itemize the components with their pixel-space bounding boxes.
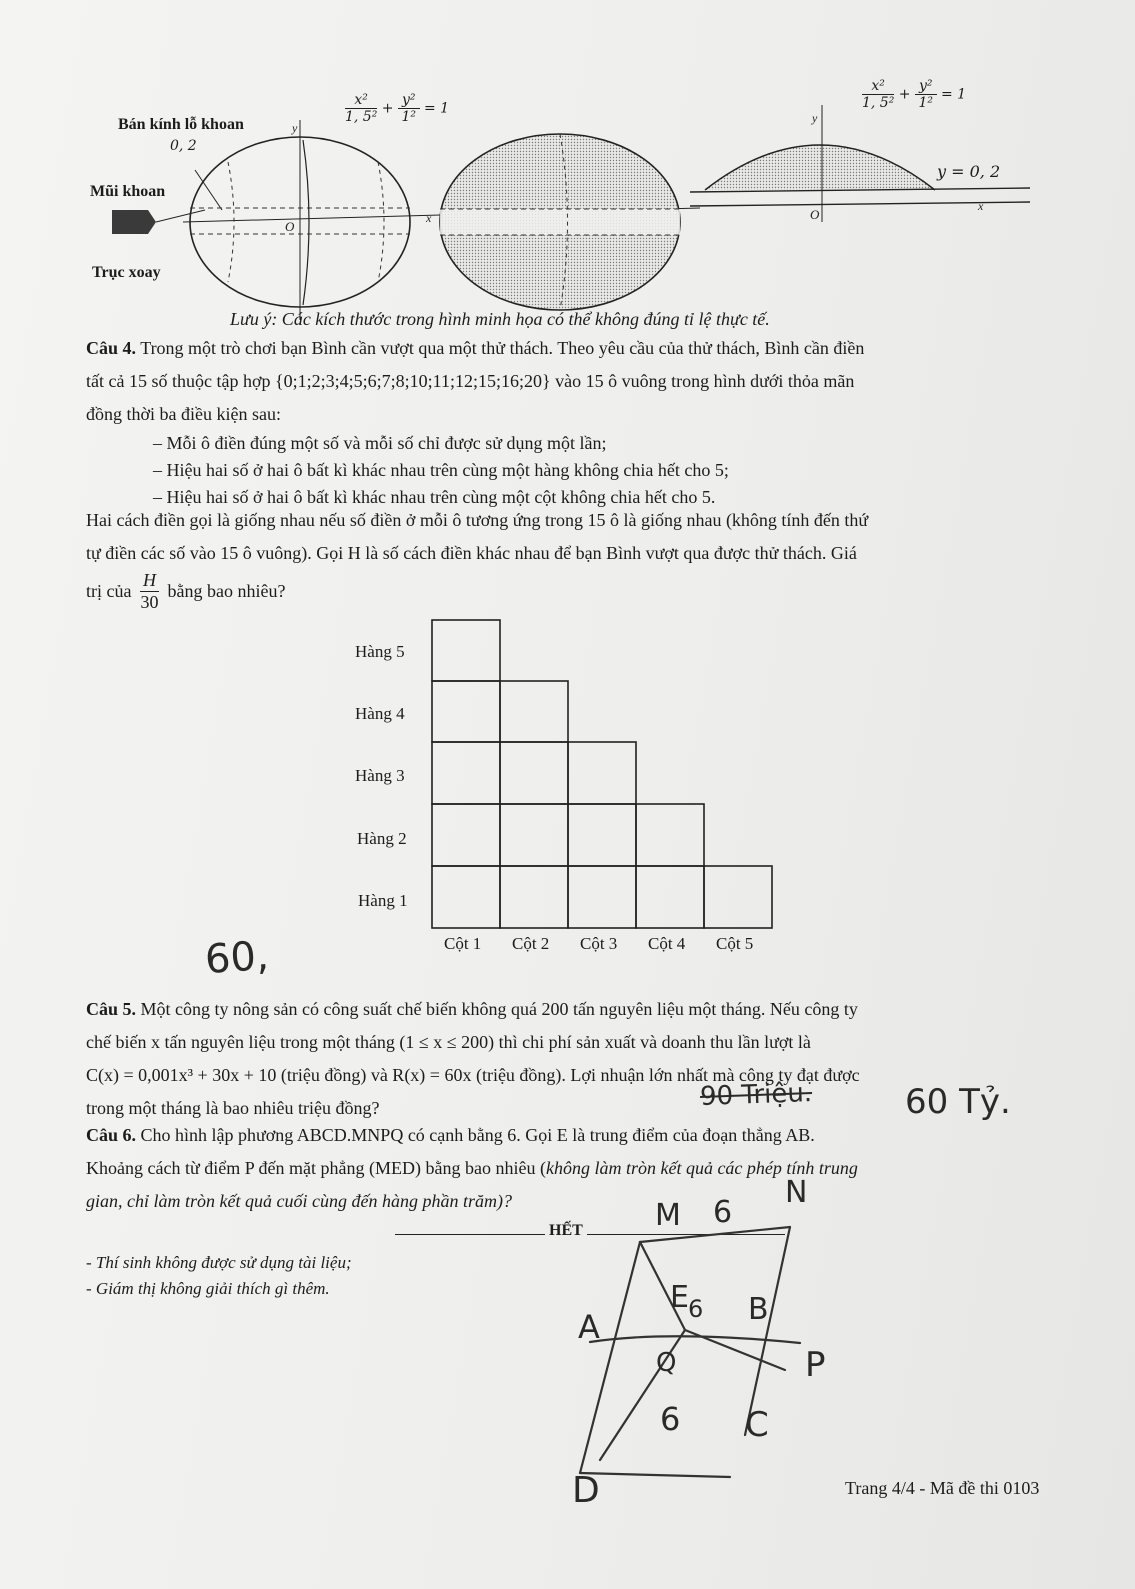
sketch-label-m: M <box>655 1198 681 1233</box>
row-label-2: Hàng 2 <box>357 829 407 848</box>
svg-text:y: y <box>812 111 818 125</box>
grid-cell <box>704 866 772 928</box>
svg-text:x: x <box>426 211 432 225</box>
grid-cell <box>500 681 568 742</box>
rotation-axis-label: Trục xoay <box>92 264 161 281</box>
q4-line-3: đồng thời ba điều kiện sau: <box>86 404 281 424</box>
col-label-3: Cột 3 <box>580 934 618 953</box>
grid-cell <box>500 742 568 804</box>
sketch-label-e: E <box>670 1280 689 1315</box>
grid-cell <box>432 804 500 866</box>
row-label-3: Hàng 3 <box>355 766 405 785</box>
grid-cell <box>636 804 704 866</box>
ellipse-equation-2: $\frac{\text{x²}}{\text{1, 5²}}$ + $\frac{\text{y²}}{\text{1²}}$ = 1 <box>862 78 967 111</box>
q5-line-4: trong một tháng là bao nhiêu triệu đồng? <box>86 1098 380 1118</box>
line-equation: y = 0, 2 <box>937 162 1001 181</box>
q4-question-line: trị của $\frac{H}{30}$ bằng bao nhiêu? <box>86 570 286 612</box>
grid-cell <box>432 742 500 804</box>
drill-radius-value: 0, 2 <box>170 138 197 154</box>
handwritten-struck-answer: 90 Triệu. <box>699 1078 813 1112</box>
end-marker: HẾT <box>545 1222 587 1240</box>
footer-notes: - Thí sinh không được sử dụng tài liệu; - Giám thị không giải thích gì thêm. <box>86 1253 352 1298</box>
sketch-label-d: D <box>572 1470 600 1511</box>
q5-line-3: C(x) = 0,001x³ + 30x + 10 (triệu đồng) và R(x) = 60x (triệu đồng). Lợi nhuận lớn nhất mà công ty đạt được <box>86 1065 860 1085</box>
question-6: Câu 6. Cho hình lập phương ABCD.MNPQ có cạnh bằng 6. Gọi E là trung điểm của đoạn thẳng AB. Khoảng cách từ điểm P đến mặt phẳng (MED) bằng bao nhiêu (không làm tròn kết quả các phép tính trung gian, chỉ làm tròn kết quả cuối cùng đến hàng phần trăm)? <box>86 1119 1066 1218</box>
grid-cell <box>432 866 500 928</box>
page-footer: Trang 4/4 - Mã đề thi 0103 <box>845 1478 1040 1498</box>
q5-title: Câu 5. <box>86 999 137 1019</box>
sketch-label-q: Q <box>656 1348 677 1378</box>
q4-conditions: – Mỗi ô điền đúng một số và mỗi số chỉ được sử dụng một lần; – Hiệu hai số ở hai ô bất kì khác nhau trên cùng một hàng không chia hết cho 5; – Hiệu hai số ở hai ô bất kì khác nhau trên cùng một cột không chia hết cho 5. <box>153 433 729 507</box>
grid-cell <box>568 866 636 928</box>
svg-text:y: y <box>292 121 298 135</box>
grid-cell <box>432 620 500 681</box>
question-5: Câu 5. Một công ty nông sản có công suất chế biến không quá 200 tấn nguyên liệu một tháng. Nếu công ty chế biến x tấn nguyên liệu trong một tháng (1 ≤ x ≤ 200) thì chi phí sản xuất và doanh thu lần lượt là C(x) = 0,001x³ + 30x + 10 (triệu đồng) và R(x) = 60x (triệu đồng). Lợi nhuận lớn nhất mà công ty đạt được trong một tháng là bao nhiêu triệu đồng? <box>86 993 1066 1125</box>
sketch-label-p: P <box>805 1345 826 1385</box>
sketch-label-6c: 6 <box>660 1400 681 1438</box>
origin-label-1: O <box>285 219 295 234</box>
sketch-label-6b: 6 <box>688 1295 704 1323</box>
drill-radius-label: Bán kính lỗ khoan <box>118 116 244 133</box>
q5-line-2: chế biến x tấn nguyên liệu trong một tháng (1 ≤ x ≤ 200) thì chi phí sản xuất và doanh thu lần lượt là <box>86 1032 811 1052</box>
grid-cell <box>500 866 568 928</box>
q4-continuation: Hai cách điền gọi là giống nhau nếu số điền ở mỗi ô tương ứng trong 15 ô là giống nhau (không tính đến thứ tự điền các số vào 15 ô vuông). Gọi H là số cách điền khác nhau để bạn Bình vượt qua được thử thách. Giá <box>86 510 869 563</box>
drill-bit-label: Mũi khoan <box>90 183 166 200</box>
col-label-2: Cột 2 <box>512 934 550 953</box>
grid-cell <box>636 866 704 928</box>
q6-title: Câu 6. <box>86 1125 137 1145</box>
handwritten-answer-q4: 60, <box>203 932 271 984</box>
grid-cell <box>500 804 568 866</box>
grid-cell <box>568 804 636 866</box>
q4-title: Câu 4. <box>86 338 137 358</box>
col-label-5: Cột 5 <box>716 934 754 953</box>
col-label-4: Cột 4 <box>648 934 686 953</box>
handwritten-cube-sketch <box>0 1180 1135 1589</box>
sketch-label-n: N <box>785 1175 808 1210</box>
q6-line-3: gian, chỉ làm tròn kết quả cuối cùng đến hàng phần trăm)? <box>86 1191 512 1211</box>
figure-note: Lưu ý: Các kích thước trong hình minh họa có thể không đúng tỉ lệ thực tế. <box>230 309 770 329</box>
handwritten-answer-q5: 60 Tỷ. <box>905 1082 1011 1122</box>
origin-label-2: O <box>810 207 820 222</box>
svg-text:x: x <box>978 199 984 213</box>
row-label-4: Hàng 4 <box>355 704 405 723</box>
sketch-label-b: B <box>748 1292 769 1327</box>
col-label-1: Cột 1 <box>444 934 482 953</box>
q4-line-2: tất cả 15 số thuộc tập hợp {0;1;2;3;4;5;6;7;8;10;11;12;15;16;20} vào 15 ô vuông trong hình dưới thỏa mãn <box>86 371 855 391</box>
sketch-label-6a: 6 <box>713 1195 733 1230</box>
grid-cell <box>568 742 636 804</box>
sketch-label-c: C <box>745 1405 769 1445</box>
ellipse-equation-1: $\frac{\text{x²}}{\text{1, 5²}}$ + $\frac{\text{y²}}{\text{1²}}$ = 1 <box>345 92 450 125</box>
sketch-label-a: A <box>578 1308 600 1346</box>
row-label-1: Hàng 1 <box>358 891 408 910</box>
question-4: Câu 4. Trong một trò chơi bạn Bình cần vượt qua một thử thách. Theo yêu cầu của thử thách, Bình cần điền tất cả 15 số thuộc tập hợp {0;1;2;3;4;5;6;7;8;10;11;12;15;16;20} vào 15 ô vuông trong hình dưới thỏa mãn đồng thời ba điều kiện sau: <box>86 332 1066 431</box>
grid-cell <box>432 681 500 742</box>
row-label-5: Hàng 5 <box>355 642 405 661</box>
